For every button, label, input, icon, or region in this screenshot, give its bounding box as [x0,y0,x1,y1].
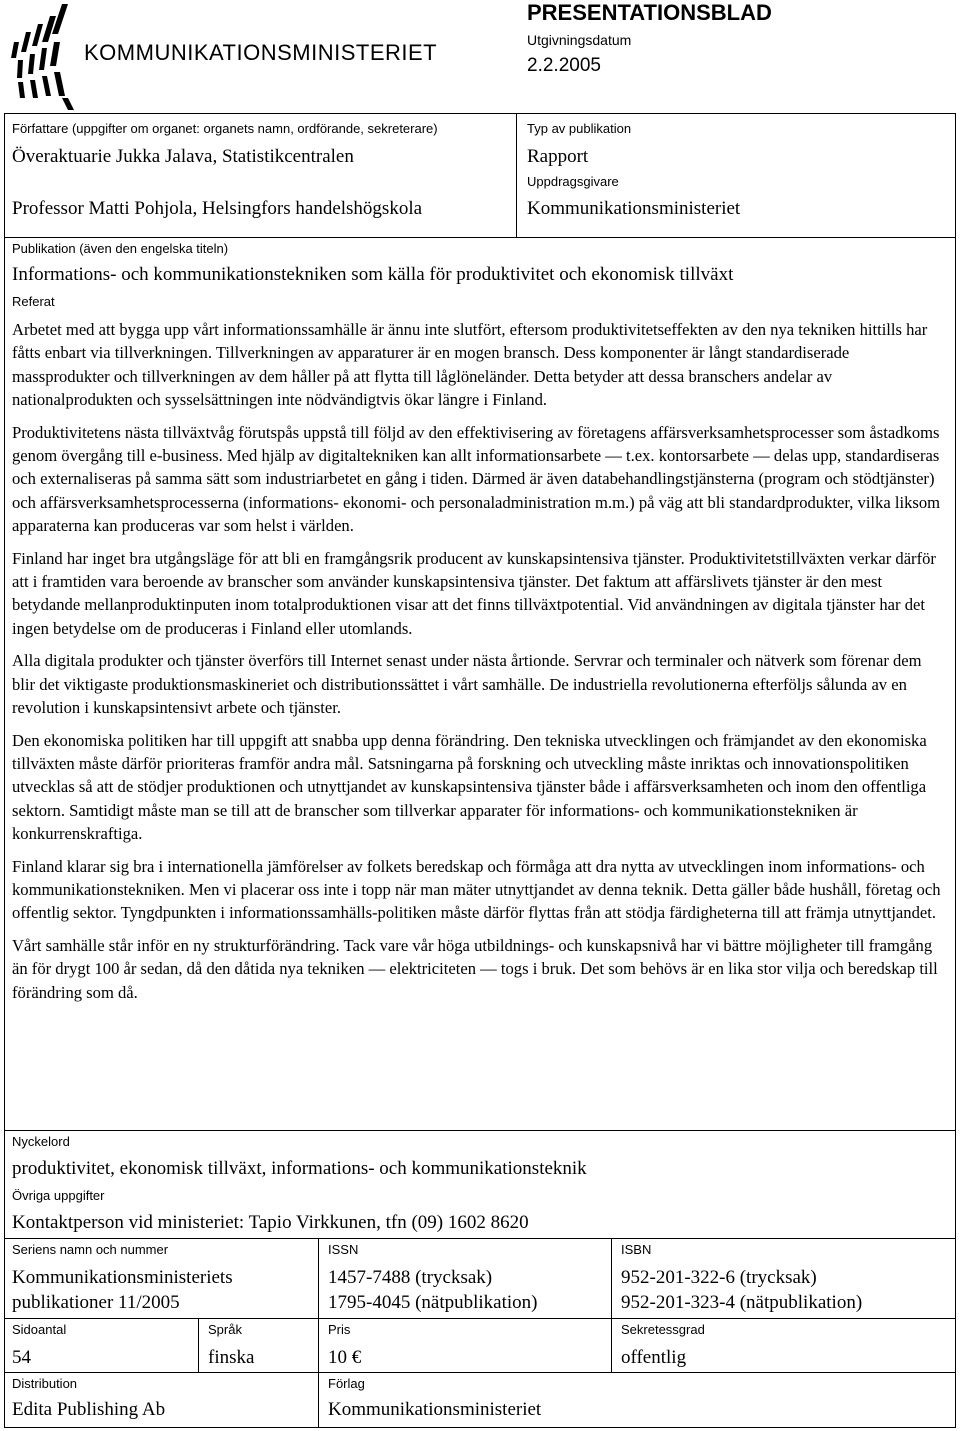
keywords-label: Nyckelord [12,1134,70,1149]
document-type-title: PRESENTATIONSBLAD [527,0,772,25]
abstract-paragraph: Finland klarar sig bra i internationella jämförelser av folkets beredskap och förmåga att dra nytta av utvecklingen inom informations- och kommunikationstekniken. Men vi placerar oss inte i topp när man mäter utnyttjandet av denna teknik. Detta gäller både hushåll, företag och offentlig sektor. Tyngdpunkten i informationssamhälls-politiken måste därför flyttas från att stödja färdigheterna till att främja utnyttjandet. [12,856,941,923]
series-line-2: publikationer 11/2005 [12,1292,180,1313]
ministry-name: KOMMUNIKATIONSMINISTERIET [84,40,438,65]
issn-line-2: 1795-4045 (nätpublikation) [328,1292,538,1313]
series-row-divider [4,1318,956,1319]
publication-type-label: Typ av publikation [527,121,632,136]
distribution-value: Edita Publishing Ab [12,1399,166,1420]
col-divider-pages [198,1318,199,1372]
pages-value: 54 [12,1347,31,1368]
abstract-paragraph: Vårt samhälle står inför en ny strukturförändring. Tack vare vår höga utbildnings- och kunskapsnivå har vi bättre möjligheter till framgång än för drygt 100 år sedan, då den dåtida nya tekniken — elektriciteten — togs i bruk. Det som behövs är en lika stor vilja och beredskap till förändring som då. [12,935,938,1002]
abstract-bottom-divider [4,1130,956,1131]
commissioner-label: Uppdragsgivare [527,174,619,189]
ministry-logo-mark [10,2,80,110]
isbn-line-1: 952-201-322-6 (trycksak) [621,1267,817,1288]
publication-date: 2.2.2005 [527,55,601,76]
language-label: Språk [208,1322,242,1337]
secrecy-value: offentlig [621,1347,687,1368]
distribution-label: Distribution [12,1376,78,1391]
authors-label: Författare (uppgifter om organet: organets namn, ordförande, sekreterare) [12,121,438,136]
pages-row-divider [4,1372,956,1373]
author-type-divider [516,113,517,237]
publication-type-value: Rapport [527,146,589,167]
price-value: 10 € [328,1347,362,1368]
series-label: Seriens namn och nummer [12,1242,169,1257]
publication-title: Informations- och kommunikationstekniken som källa för produktivitet och ekonomisk tillväxt [12,264,734,285]
publisher-label: Förlag [328,1376,365,1391]
frame-top-line [4,113,956,114]
pages-label: Sidoantal [12,1322,67,1337]
other-info-divider [4,1238,956,1239]
secrecy-label: Sekretessgrad [621,1322,705,1337]
issn-label: ISSN [328,1242,359,1257]
frame-bottom-line [4,1427,956,1428]
abstract-paragraph: Alla digitala produkter och tjänster överförs till Internet senast under nästa årtionde. Servrar och terminaler och nätverk som förenar dem blir det viktigaste produktionsmaskineriet och distributionssättet i vårt samhälle. De industriella revolutionerna efterföljs sålunda av en revolution i kunskapsintensivt arbete och tjänster. [12,651,922,718]
abstract-paragraph: Den ekonomiska politiken har till uppgift att snabba upp denna förändring. Den tekniska utvecklingen och främjandet av den ekonomiska tillväxten måste därför prioriteras framför andra mål. Satsningarna på forskning och utveckling måste inriktas och innovationspolitiken utvecklas så att de stödjer produktionen och utnyttjandet av kunskapsintensiva tjänster både i affärsverksamheten och inom den offentliga sektorn. Samtidigt måste man se till att de branscher som tillverkar apparater för informations- och kommunikationstekniken är konkurrenskraftiga. [12,730,927,844]
commissioner-value: Kommunikationsministeriet [527,198,741,219]
abstract-paragraph: Finland har inget bra utgångsläge för att bli en framgångsrik producent av kunskapsintensiva tjänster. Produktivitetstillväxten verkar därför att i framtiden vara beroende av branscher som använder kunskapsintensiva tjänster. Det faktum att affärslivets tjänster är den mest betydande mellanproduktinputen inom totalproduktionen visar att det finns tillväxtpotential. Vid användningen av digitala tjänster har det ingen betydelse om de produceras i Finland eller utomlands. [12,548,936,638]
price-label: Pris [328,1322,351,1337]
other-info-label: Övriga uppgifter [12,1188,105,1203]
abstract-paragraph: Produktivitetens nästa tillväxtvåg förutspås uppstå till följd av den effektivisering av företagens affärsverksamhetsprocesser som åstadkoms genom övergång till e-business. Med hjälp av digitaltekniken kan allt informationsarbete — t.ex. kontorsarbete — delas upp, standardiseras och externaliseras på samma sätt som industriarbetet en gång i tiden. Därmed är även databehandlingstjänsterna (program och stödtjänster) och affärsverksamhetsprocesserna (informations- ekonomi- och personaladministration m.m.) på väg att bli standardprodukter, vilka liksom apparaterna kan produceras var som helst i världen. [12,422,941,536]
col-divider-1 [318,1238,319,1427]
frame-right-line [955,113,956,1427]
abstract-label: Referat [12,294,55,309]
publisher-value: Kommunikationsministeriet [328,1399,542,1420]
publication-date-label: Utgivningsdatum [527,32,632,48]
issn-line-1: 1457-7488 (trycksak) [328,1267,493,1288]
abstract-paragraph: Arbetet med att bygga upp vårt informationssamhälle är ännu inte slutfört, eftersom produktivitetseffekten av den nya tekniken hittills har fåtts enbart via tillverkningen. Tillverkningen av apparaturer är en mogen bransch. Dess komponenter är långt standardiserade massprodukter och tillverkningen av dem håller på att flytta till låglöneländer. Detta betyder att dessa branschers andelar av nationalprodukten och sysselsättningen inte nödvändigtvis ökar längre i Finland. [12,320,928,410]
abstract-body [12,318,948,1013]
series-line-1: Kommunikationsministeriets [12,1267,233,1288]
publication-label: Publikation (även den engelska titeln) [12,241,229,256]
col-divider-2 [611,1238,612,1372]
author-block-divider [4,237,956,238]
isbn-label: ISBN [621,1242,652,1257]
author-1: Överaktuarie Jukka Jalava, Statistikcentralen [12,146,354,167]
author-2: Professor Matti Pohjola, Helsingfors handelshögskola [12,198,423,219]
frame-left-line [4,113,5,1427]
keywords-value: produktivitet, ekonomisk tillväxt, informations- och kommunikationsteknik [12,1158,587,1179]
language-value: finska [208,1347,255,1368]
isbn-line-2: 952-201-323-4 (nätpublikation) [621,1292,863,1313]
other-info-value: Kontaktperson vid ministeriet: Tapio Virkkunen, tfn (09) 1602 8620 [12,1212,529,1233]
